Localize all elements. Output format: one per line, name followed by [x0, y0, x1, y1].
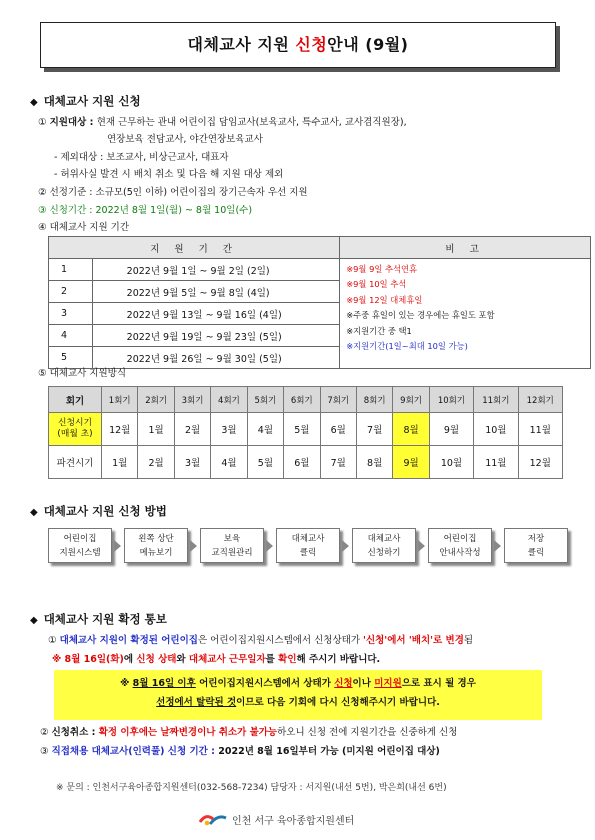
- section-heading-apply: ◆ 대체교사 지원 신청: [30, 94, 141, 108]
- round-col-3: 3회기: [174, 387, 210, 413]
- round-col-12: 12회기: [518, 387, 562, 413]
- apply-cell-7: 6월: [320, 413, 356, 446]
- table-row: 3 2022년 9월 13일 ~ 9월 16일 (4일): [49, 303, 591, 325]
- apply-cell-3: 2월: [174, 413, 210, 446]
- apply-cell-12: 11월: [518, 413, 562, 446]
- step-box-4: 대체교사 클릭: [276, 528, 340, 563]
- diamond-bullet-icon: ◆: [30, 615, 38, 626]
- contact-info: ※ 문의 : 인천서구육아종합지원센터(032-568-7234) 담당자 : 서지원(내선 5번), 박은희(내선 6번): [56, 783, 447, 793]
- round-col-8: 8회기: [356, 387, 392, 413]
- dispatch-cell-10: 10월: [429, 446, 473, 479]
- step-box-2: 왼쪽 상단 메뉴보기: [124, 528, 188, 563]
- section-heading-confirm: ◆ 대체교사 지원 확정 통보: [30, 612, 167, 626]
- dispatch-cell-3: 3월: [174, 446, 210, 479]
- apply-cell-9: 8월: [393, 413, 429, 446]
- dispatch-cell-8: 8월: [356, 446, 392, 479]
- support-period-heading: ④ 대체교사 지원 기간: [38, 222, 130, 233]
- dispatch-cell-12: 12월: [518, 446, 562, 479]
- target-line: ① 지원대상 : 현재 근무하는 관내 어린이집 담임교사(보육교사, 특수교사, 교사겸직원장),: [38, 117, 407, 128]
- method-table: [48, 386, 563, 479]
- warning-line-1: ※ 8월 16일 이후 어린이집지원시스템에서 상태가 신청이나 미지원으로 표시 될 경우: [120, 678, 476, 689]
- table-row: 파견시기 1월 2월 3월 4월 5월 6월 7월 8월 9월 10월 11월 12월: [49, 446, 563, 479]
- dispatch-cell-7: 7월: [320, 446, 356, 479]
- exclusion-line: - 제외대상 : 보조교사, 비상근교사, 대표자: [54, 152, 229, 163]
- table-row: 5 2022년 9월 26일 ~ 9월 30일 (5일): [49, 347, 591, 369]
- arrow-right-icon: [190, 540, 197, 552]
- apply-cell-4: 3월: [211, 413, 247, 446]
- dispatch-cell-9: 9월: [393, 446, 429, 479]
- diamond-bullet-icon: ◆: [30, 507, 38, 518]
- dispatch-cell-5: 5월: [247, 446, 283, 479]
- round-col-10: 10회기: [429, 387, 473, 413]
- section-heading-method: ◆ 대체교사 지원 신청 방법: [30, 504, 167, 518]
- arrow-right-icon: [266, 540, 273, 552]
- method-heading: ⑤ 대체교사 지원방식: [38, 368, 126, 379]
- arrow-right-icon: [494, 540, 501, 552]
- dispatch-cell-4: 4월: [211, 446, 247, 479]
- notes-cell: ※9월 9일 추석연휴 ※9월 10일 추석 ※9월 12일 대체휴일 ※주중 휴일이 있는 경우에는 휴일도 포함 ※지원기간 중 택1 ※지원기간(1일~최대 10일 가능): [340, 259, 591, 369]
- round-col-2: 2회기: [138, 387, 174, 413]
- dispatch-cell-1: 1월: [102, 446, 138, 479]
- table-row: 4 2022년 9월 19일 ~ 9월 23일 (5일): [49, 325, 591, 347]
- header-note: 비 고: [340, 237, 591, 259]
- apply-cell-10: 9월: [429, 413, 473, 446]
- apply-cell-2: 1월: [138, 413, 174, 446]
- step-box-7: 저장 클릭: [504, 528, 568, 563]
- dispatch-cell-11: 11월: [474, 446, 518, 479]
- apply-cell-8: 7월: [356, 413, 392, 446]
- table-row: 신청시기 (매월 초) 12월 1월 2월 3월 4월 5월 6월 7월 8월 9월 10월 11월: [49, 413, 563, 446]
- step-box-5: 대체교사 신청하기: [352, 528, 416, 563]
- header-period: 지 원 기 간: [49, 237, 340, 259]
- table-row: 2 2022년 9월 5일 ~ 9월 8일 (4일): [49, 281, 591, 303]
- direct-hire-line: ③ 직접채용 대체교사(인력풀) 신청 기간 : 2022년 8월 16일부터 가능 (미지원 어린이집 대상): [40, 746, 440, 757]
- arrow-right-icon: [114, 540, 121, 552]
- confirm-line-2: ※ 8월 16일(화)에 신청 상태와 대체교사 근무일자를 확인해 주시기 바랍니다.: [52, 654, 381, 665]
- dispatch-cell-6: 6월: [284, 446, 320, 479]
- dispatch-cell-2: 2월: [138, 446, 174, 479]
- step-box-6: 어린이집 안내사작성: [428, 528, 492, 563]
- steps-flow: [48, 528, 578, 568]
- footer-logo: 인천 서구 육아종합지원센터: [198, 810, 354, 828]
- support-period-table: [48, 236, 591, 369]
- round-col-4: 4회기: [211, 387, 247, 413]
- round-col-7: 7회기: [320, 387, 356, 413]
- round-col-9: 9회기: [393, 387, 429, 413]
- target-line-2: 연장보육 전담교사, 야간연장보육교사: [107, 134, 263, 145]
- apply-cell-6: 5월: [284, 413, 320, 446]
- apply-cell-11: 10월: [474, 413, 518, 446]
- warning-box: [54, 670, 542, 720]
- diamond-bullet-icon: ◆: [30, 97, 38, 108]
- round-col-5: 5회기: [247, 387, 283, 413]
- confirm-line-1: ① 대체교사 지원이 확정된 어린이집은 어린이집지원시스템에서 신청상태가 '신청'에서 '배치'로 변경됨: [48, 635, 474, 646]
- round-col-1: 1회기: [102, 387, 138, 413]
- page-title: 대체교사 지원 신청안내 (9월): [40, 22, 556, 68]
- arrow-right-icon: [342, 540, 349, 552]
- round-col-6: 6회기: [284, 387, 320, 413]
- apply-cell-5: 4월: [247, 413, 283, 446]
- round-col-11: 11회기: [474, 387, 518, 413]
- application-period-line: ③ 신청기간 : 2022년 8월 1일(월) ~ 8월 10일(수): [38, 205, 253, 216]
- step-box-3: 보육 교직원관리: [200, 528, 264, 563]
- step-box-1: 어린이집 지원시스템: [48, 528, 112, 563]
- org-logo-icon: [198, 811, 228, 827]
- table-row: 회기 1회기 2회기 3회기 4회기 5회기 6회기 7회기 8회기 9회기 10회기 11회기 12회기: [49, 387, 563, 413]
- arrow-right-icon: [418, 540, 425, 552]
- warning-line-2: 선정에서 탈락된 것이므로 다음 기회에 다시 신청해주시기 바랍니다.: [156, 697, 440, 708]
- table-row: 1 2022년 9월 1일 ~ 9월 2일 (2일) ※9월 9일 추석연휴 ※9월 10일 추석 ※9월 12일 대체휴일 ※주중 휴일이 있는 경우에는 휴일도 포함 ※지원기간 중 택1 ※지원기간(1일~최대 10일 가능): [49, 259, 591, 281]
- false-info-line: - 허위사실 발견 시 배치 취소 및 다음 해 지원 대상 제외: [54, 169, 284, 180]
- apply-cell-1: 12월: [102, 413, 138, 446]
- cancel-line: ② 신청취소 : 확정 이후에는 날짜변경이나 취소가 불가능하오니 신청 전에 지원기간을 신중하게 신청: [40, 727, 458, 738]
- criteria-line: ② 선정기준 : 소규모(5인 이하) 어린이집의 장기근속자 우선 지원: [38, 187, 308, 198]
